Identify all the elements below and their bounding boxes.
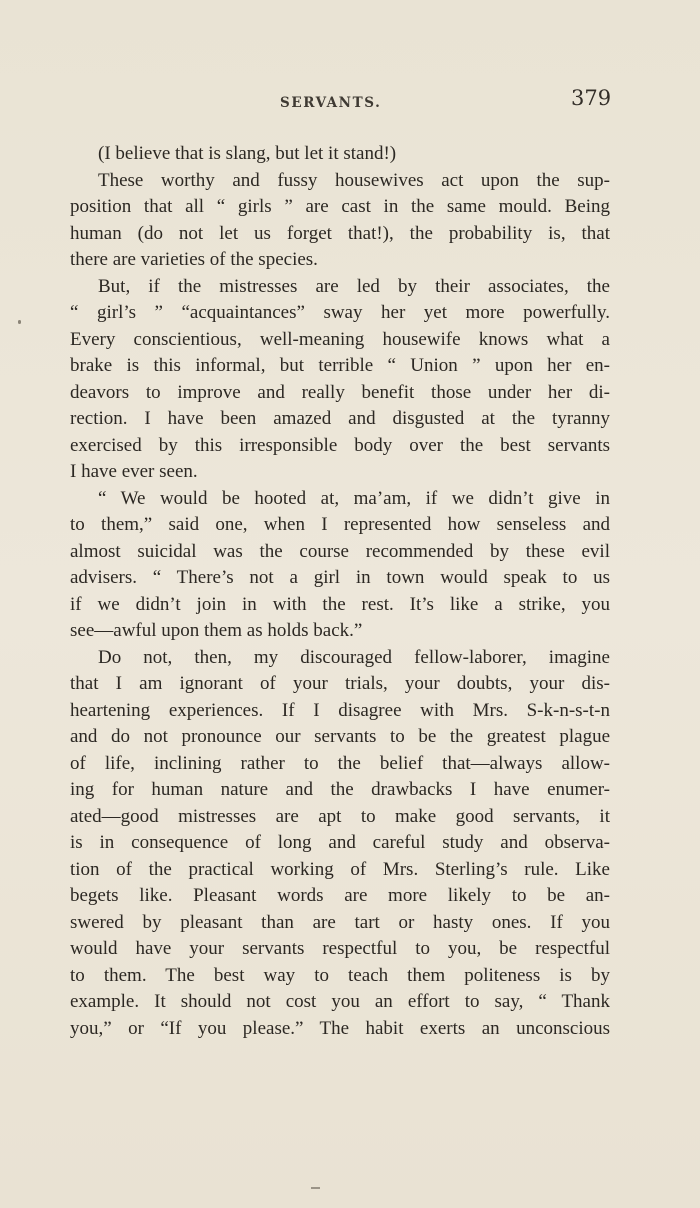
text-line: advisers. “ There’s not a girl in town would speak to us bbox=[70, 567, 610, 588]
text-line: Every conscientious, well-meaning housewife knows what a bbox=[70, 328, 610, 350]
text-line: there are varieties of the species. bbox=[70, 249, 318, 270]
footer-speck bbox=[311, 1187, 320, 1189]
text-line: that I am ignorant of your trials, your doubts, your dis- bbox=[70, 673, 610, 694]
text-line: if we didn’t join in with the rest. It’s like a strike, you bbox=[70, 593, 610, 615]
text-line: of life, inclining rather to the belief that—always allow- bbox=[70, 752, 610, 774]
page-number: 379 bbox=[571, 86, 612, 110]
margin-speck bbox=[18, 320, 21, 324]
running-head: SERVANTS. bbox=[280, 95, 382, 111]
text-line: exercised by this irresponsible body over the best servants bbox=[70, 434, 610, 456]
text-line: “ We would be hooted at, ma’am, if we didn’t give in bbox=[98, 487, 610, 509]
text-line: But, if the mistresses are led by their associates, the bbox=[98, 275, 610, 297]
text-line: you,” or “If you please.” The habit exerts an unconscious bbox=[70, 1017, 610, 1039]
text-line: almost suicidal was the course recommended by these evil bbox=[70, 540, 610, 562]
text-line: ing for human nature and the drawbacks I have enumer- bbox=[70, 779, 610, 800]
text-line: ated—good mistresses are apt to make good servants, it bbox=[70, 805, 610, 827]
text-line: These worthy and fussy housewives act upon the sup- bbox=[98, 169, 610, 191]
text-line: tion of the practical working of Mrs. Sterling’s rule. Like bbox=[70, 858, 610, 880]
body-text bbox=[70, 141, 610, 1042]
text-line: I have ever seen. bbox=[70, 461, 198, 482]
text-line: swered by pleasant than are tart or hasty ones. If you bbox=[70, 911, 610, 933]
text-line: Do not, then, my discouraged fellow-laborer, imagine bbox=[98, 646, 610, 668]
text-line: (I believe that is slang, but let it stand!) bbox=[98, 143, 397, 164]
text-line: see—awful upon them as holds back.” bbox=[70, 620, 363, 641]
text-line: deavors to improve and really benefit those under her di- bbox=[70, 381, 610, 403]
text-line: example. It should not cost you an effort to say, “ Thank bbox=[70, 991, 610, 1012]
text-line: to them,” said one, when I represented how senseless and bbox=[70, 514, 610, 535]
text-line: and do not pronounce our servants to be the greatest plague bbox=[70, 726, 610, 747]
text-line: “ girl’s ” “acquaintances” sway her yet more powerfully. bbox=[70, 302, 610, 323]
text-line: human (do not let us forget that!), the probability is, that bbox=[70, 222, 610, 244]
text-line: is in consequence of long and careful study and observa- bbox=[70, 832, 610, 853]
text-line: begets like. Pleasant words are more likely to be an- bbox=[70, 885, 610, 906]
text-line: to them. The best way to teach them politeness is by bbox=[70, 964, 610, 986]
text-line: heartening experiences. If I disagree with Mrs. S-k-n-s-t-n bbox=[70, 699, 610, 721]
text-line: brake is this informal, but terrible “ Union ” upon her en- bbox=[70, 355, 610, 376]
text-line: position that all “ girls ” are cast in the same mould. Being bbox=[70, 196, 610, 217]
text-line: would have your servants respectful to you, be respectful bbox=[70, 938, 610, 959]
text-line: rection. I have been amazed and disgusted at the tyranny bbox=[70, 408, 610, 429]
